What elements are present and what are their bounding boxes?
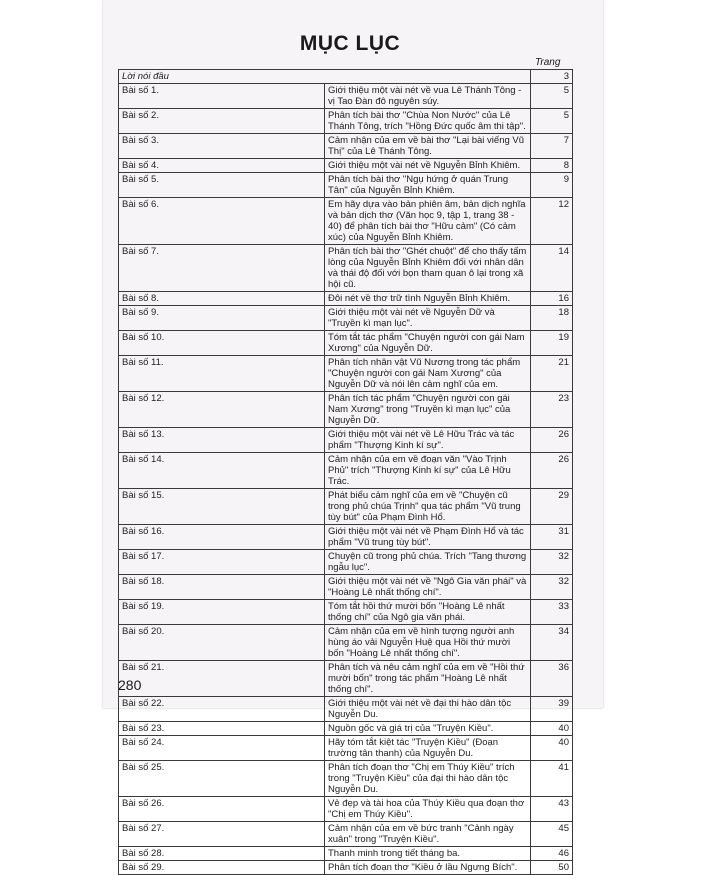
toc-row — [119, 173, 573, 198]
toc-lesson-number: Bài số 19. — [119, 600, 325, 625]
toc-lesson-title: Thanh minh trong tiết tháng ba. — [325, 847, 531, 861]
toc-page-number: 41 — [531, 761, 573, 797]
toc-lesson-number: Bài số 25. — [119, 761, 325, 797]
toc-lesson-number: Bài số 1. — [119, 84, 325, 109]
toc-lesson-number: Bài số 15. — [119, 489, 325, 525]
toc-lesson-number: Bài số 29. — [119, 861, 325, 875]
intro-row — [119, 70, 573, 84]
toc-lesson-title: Đôi nét về thơ trữ tình Nguyễn Bỉnh Khiêm. — [325, 292, 531, 306]
toc-row — [119, 761, 573, 797]
toc-page-number: 50 — [531, 861, 573, 875]
toc-row — [119, 847, 573, 861]
toc-lesson-title: Phân tích tác phẩm "Chuyện người con gái Nam Xương" trong "Truyền kì mạn lục" của Nguyễn Dữ. — [325, 392, 531, 428]
toc-row — [119, 245, 573, 292]
toc-row — [119, 428, 573, 453]
page-column-header: Trang — [535, 57, 561, 68]
toc-lesson-number: Bài số 18. — [119, 575, 325, 600]
toc-lesson-number: Bài số 16. — [119, 525, 325, 550]
toc-lesson-number: Bài số 20. — [119, 625, 325, 661]
toc-lesson-title: Phân tích nhân vật Vũ Nương trong tác phẩm "Chuyện người con gái Nam Xương" của Nguyễn Dữ và nói lên cảm nghĩ của em. — [325, 356, 531, 392]
toc-lesson-title: Tóm tắt hồi thứ mười bốn "Hoàng Lê nhất thống chí" của Ngô gia văn phái. — [325, 600, 531, 625]
toc-page-number: 26 — [531, 428, 573, 453]
toc-row — [119, 392, 573, 428]
toc-page-number: 23 — [531, 392, 573, 428]
toc-lesson-number: Bài số 26. — [119, 797, 325, 822]
intro-label: Lời nói đầu — [119, 70, 531, 84]
toc-lesson-number: Bài số 6. — [119, 198, 325, 245]
toc-lesson-number: Bài số 7. — [119, 245, 325, 292]
toc-page-number: 7 — [531, 134, 573, 159]
intro-page: 3 — [531, 70, 573, 84]
toc-lesson-number: Bài số 28. — [119, 847, 325, 861]
toc-lesson-title: Giới thiệu một vài nét về Nguyễn Dữ và "Truyền kì mạn lục". — [325, 306, 531, 331]
toc-row — [119, 292, 573, 306]
toc-lesson-title: Phát biểu cảm nghĩ của em về "Chuyện cũ trong phủ chúa Trịnh" qua tác phẩm "Vũ trung tùy bút" của Phạm Đình Hổ. — [325, 489, 531, 525]
toc-page-number: 26 — [531, 453, 573, 489]
toc-lesson-title: Cảm nhận của em về hình tượng người anh hùng áo vải Nguyễn Huệ qua Hồi thứ mười bốn "Hoàng Lê nhất thống chí". — [325, 625, 531, 661]
toc-lesson-title: Phân tích bài thơ "Ngụ hứng ở quán Trung Tân" của Nguyễn Bỉnh Khiêm. — [325, 173, 531, 198]
toc-page-number: 43 — [531, 797, 573, 822]
toc-page-number: 31 — [531, 525, 573, 550]
toc-lesson-title: Cảm nhận của em về bài thơ "Lại bài viếng Vũ Thị" của Lê Thánh Tông. — [325, 134, 531, 159]
toc-row — [119, 861, 573, 875]
toc-row — [119, 661, 573, 697]
toc-lesson-number: Bài số 13. — [119, 428, 325, 453]
toc-page-number: 19 — [531, 331, 573, 356]
toc-lesson-number: Bài số 21. — [119, 661, 325, 697]
toc-row — [119, 331, 573, 356]
toc-lesson-title: Nguồn gốc và giá trị của "Truyện Kiều". — [325, 722, 531, 736]
toc-lesson-title: Giới thiệu một vài nét về Nguyễn Bỉnh Khiêm. — [325, 159, 531, 173]
toc-lesson-title: Chuyện cũ trong phủ chúa. Trích "Tang thương ngẫu lục". — [325, 550, 531, 575]
toc-page-number: 40 — [531, 736, 573, 761]
toc-row — [119, 525, 573, 550]
toc-row — [119, 550, 573, 575]
toc-lesson-title: Giới thiệu một vài nét về Lê Hữu Trác và tác phẩm "Thượng Kinh kí sự". — [325, 428, 531, 453]
toc-row — [119, 575, 573, 600]
toc-lesson-number: Bài số 23. — [119, 722, 325, 736]
toc-lesson-number: Bài số 4. — [119, 159, 325, 173]
toc-lesson-title: Giới thiệu một vài nét về Phạm Đình Hổ và tác phẩm "Vũ trung tùy bút". — [325, 525, 531, 550]
toc-lesson-title: Giới thiệu một vài nét về vua Lê Thánh Tông - vị Tao Đàn đô nguyên súy. — [325, 84, 531, 109]
toc-row — [119, 722, 573, 736]
toc-row — [119, 625, 573, 661]
toc-lesson-number: Bài số 24. — [119, 736, 325, 761]
toc-lesson-title: Em hãy dựa vào bản phiên âm, bản dịch nghĩa và bản dịch thơ (Văn học 9, tập 1, trang 38 - 40) để phân tích bài thơ "Hữu cảm" (Có cảm xúc) của Nguyễn Bỉnh Khiêm. — [325, 198, 531, 245]
toc-page-number: 18 — [531, 306, 573, 331]
toc-lesson-title: Cảm nhận của em về bức tranh "Cảnh ngày xuân" trong "Truyện Kiều". — [325, 822, 531, 847]
toc-page-number: 34 — [531, 625, 573, 661]
toc-page-number: 12 — [531, 198, 573, 245]
toc-lesson-number: Bài số 5. — [119, 173, 325, 198]
toc-row — [119, 600, 573, 625]
toc-row — [119, 489, 573, 525]
toc-lesson-number: Bài số 22. — [119, 697, 325, 722]
toc-page-number: 46 — [531, 847, 573, 861]
toc-row — [119, 822, 573, 847]
toc-lesson-number: Bài số 11. — [119, 356, 325, 392]
toc-page-number: 45 — [531, 822, 573, 847]
toc-row — [119, 198, 573, 245]
toc-page-number: 33 — [531, 600, 573, 625]
toc-page-number: 36 — [531, 661, 573, 697]
toc-lesson-title: Phân tích đoạn thơ "Kiều ở lầu Ngưng Bích". — [325, 861, 531, 875]
table-of-contents — [118, 69, 573, 875]
toc-page-number: 14 — [531, 245, 573, 292]
toc-row — [119, 697, 573, 722]
toc-lesson-title: Phân tích bài thơ "Chùa Non Nước" của Lê Thánh Tông, trích "Hồng Đức quốc âm thi tập". — [325, 109, 531, 134]
toc-page-number: 8 — [531, 159, 573, 173]
toc-row — [119, 736, 573, 761]
toc-lesson-number: Bài số 12. — [119, 392, 325, 428]
toc-lesson-number: Bài số 2. — [119, 109, 325, 134]
toc-lesson-title: Hãy tóm tắt kiệt tác "Truyện Kiều" (Đoạn trường tân thanh) của Nguyễn Du. — [325, 736, 531, 761]
toc-page-number: 29 — [531, 489, 573, 525]
toc-lesson-title: Giới thiệu một vài nét về "Ngô Gia văn phái" và "Hoàng Lê nhất thống chí". — [325, 575, 531, 600]
toc-row — [119, 109, 573, 134]
toc-lesson-title: Phân tích bài thơ "Ghét chuột" để cho thấy tấm lòng của Nguyễn Bỉnh Khiêm đối với nhân dân và thái độ đối với bọn tham quan ô lại trong xã hội cũ. — [325, 245, 531, 292]
toc-lesson-title: Cảm nhận của em về đoạn văn "Vào Trịnh Phủ" trích "Thượng Kinh kí sự" của Lê Hữu Trác. — [325, 453, 531, 489]
toc-row — [119, 797, 573, 822]
toc-lesson-number: Bài số 8. — [119, 292, 325, 306]
toc-lesson-number: Bài số 27. — [119, 822, 325, 847]
page-title: MỤC LỤC — [299, 32, 401, 55]
toc-row — [119, 356, 573, 392]
toc-row — [119, 84, 573, 109]
toc-page-number: 32 — [531, 575, 573, 600]
toc-page-number: 39 — [531, 697, 573, 722]
toc-page-number: 9 — [531, 173, 573, 198]
toc-lesson-number: Bài số 10. — [119, 331, 325, 356]
toc-row — [119, 134, 573, 159]
toc-row — [119, 159, 573, 173]
toc-lesson-title: Phân tích đoạn thơ "Chị em Thúy Kiều" trích trong "Truyện Kiều" của đại thi hào dân tộc Nguyễn Du. — [325, 761, 531, 797]
toc-page-number: 21 — [531, 356, 573, 392]
toc-row — [119, 453, 573, 489]
toc-lesson-title: Vẻ đẹp và tài hoa của Thúy Kiều qua đoạn thơ "Chị em Thúy Kiều". — [325, 797, 531, 822]
page-number: 280 — [118, 677, 142, 693]
toc-lesson-number: Bài số 14. — [119, 453, 325, 489]
toc-lesson-number: Bài số 17. — [119, 550, 325, 575]
toc-lesson-number: Bài số 3. — [119, 134, 325, 159]
toc-lesson-number: Bài số 9. — [119, 306, 325, 331]
toc-lesson-title: Tóm tắt tác phẩm "Chuyện người con gái Nam Xương" của Nguyễn Dữ. — [325, 331, 531, 356]
toc-page-number: 16 — [531, 292, 573, 306]
toc-page-number: 5 — [531, 109, 573, 134]
toc-page-number: 40 — [531, 722, 573, 736]
toc-row — [119, 306, 573, 331]
toc-page-number: 5 — [531, 84, 573, 109]
toc-lesson-title: Phân tích và nêu cảm nghĩ của em về "Hồi thứ mười bốn" trong tác phẩm "Hoàng Lê nhất thống chí". — [325, 661, 531, 697]
toc-lesson-title: Giới thiệu một vài nét về đại thi hào dân tộc Nguyễn Du. — [325, 697, 531, 722]
toc-page-number: 32 — [531, 550, 573, 575]
